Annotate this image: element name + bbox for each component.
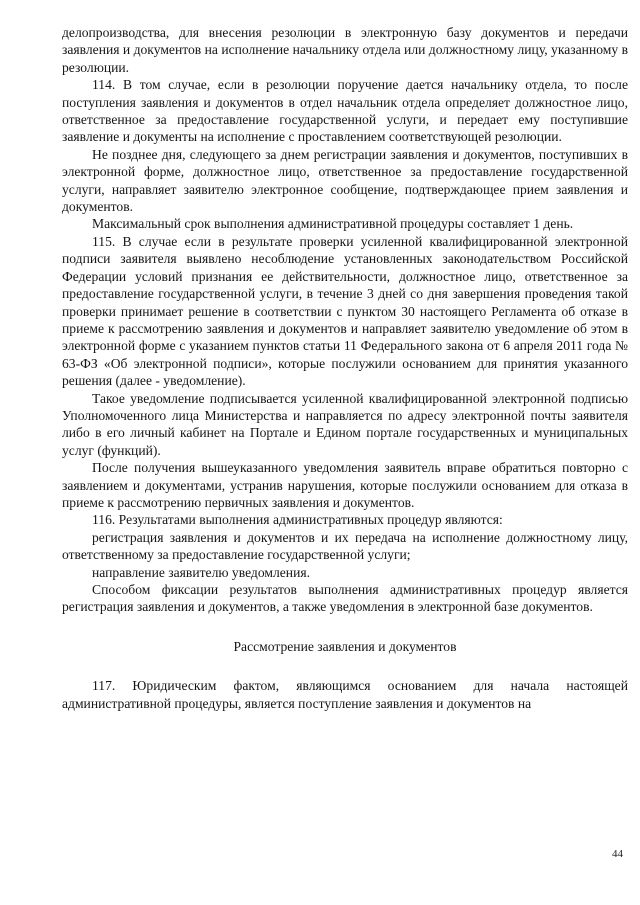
paragraph-114: 114. В том случае, если в резолюции поручение дается начальнику отдела, то после поступления заявления и документов в отдел начальник отдела определяет должностное лицо, ответственное за предоставление государственной услуги, и передает ему поступившие заявление и документы на исполнение с проставлением соответствующей резолюции.: [62, 77, 628, 145]
paragraph-continuation: делопроизводства, для внесения резолюции в электронную базу документов и передачи заявления и документов на исполнение начальнику отдела или должностному лицу, указанному в резолюции.: [62, 25, 628, 75]
paragraph-notice-signature: Такое уведомление подписывается усиленной квалифицированной электронной подписью Уполномоченного лица Министерства и направляется по адресу электронной почты заявителя либо в его личный кабинет на Портале и Едином портале государственных и муниципальных услуг (функций).: [62, 390, 628, 458]
section-heading: Рассмотрение заявления и документов: [233, 638, 457, 654]
paragraph-116: 116. Результатами выполнения административных процедур являются:: [92, 512, 503, 528]
paragraph-fixation-method: Способом фиксации результатов выполнения административных процедур является регистрация заявления и документов, а также уведомления в электронной базе документов.: [62, 582, 628, 615]
document-page: [62, 24, 628, 712]
paragraph-result-notice: направление заявителю уведомления.: [92, 564, 310, 580]
paragraph-117: 117. Юридическим фактом, являющимся основанием для начала настоящей административной процедуры, является поступление заявления и документов на: [62, 678, 628, 711]
paragraph-notification-deadline: Не позднее дня, следующего за днем регистрации заявления и документов, поступивших в электронной форме, должностное лицо, ответственное за предоставление государственной услуги, направляет заявителю электронное сообщение, подтверждающее прием заявления и документов.: [62, 146, 628, 215]
paragraph-max-duration: Максимальный срок выполнения административной процедуры составляет 1 день.: [92, 216, 574, 232]
paragraph-reapply: После получения вышеуказанного уведомления заявитель вправе обратиться повторно с заявлением и документами, устранив нарушения, которые послужили основанием для отказа в приеме к рассмотрению первичных заявления и документов.: [62, 460, 628, 510]
page-number: 44: [612, 848, 623, 860]
paragraph-115: 115. В случае если в результате проверки усиленной квалифицированной электронной подписи заявителя выявлено несоблюдение установленных законодательством Российской Федерации условий признания ее действительности, должностное лицо, ответственное за предоставление государственной услуги, в течение 3 дней со дня завершения проведения такой проверки принимает решение в соответствии с пунктом 30 настоящего Регламента об отказе в приеме к рассмотрению заявления и документов и направляет заявителю уведомление об этом в электронной форме с указанием пунктов статьи 11 Федерального закона от 6 апреля 2011 года № 63-ФЗ «Об электронной подписи», которые послужили основанием для принятия указанного решения (далее - уведомление).: [62, 233, 628, 389]
paragraph-result-registration: регистрация заявления и документов и их передача на исполнение должностному лицу, ответственному за предоставление государственной услуги;: [62, 529, 628, 563]
